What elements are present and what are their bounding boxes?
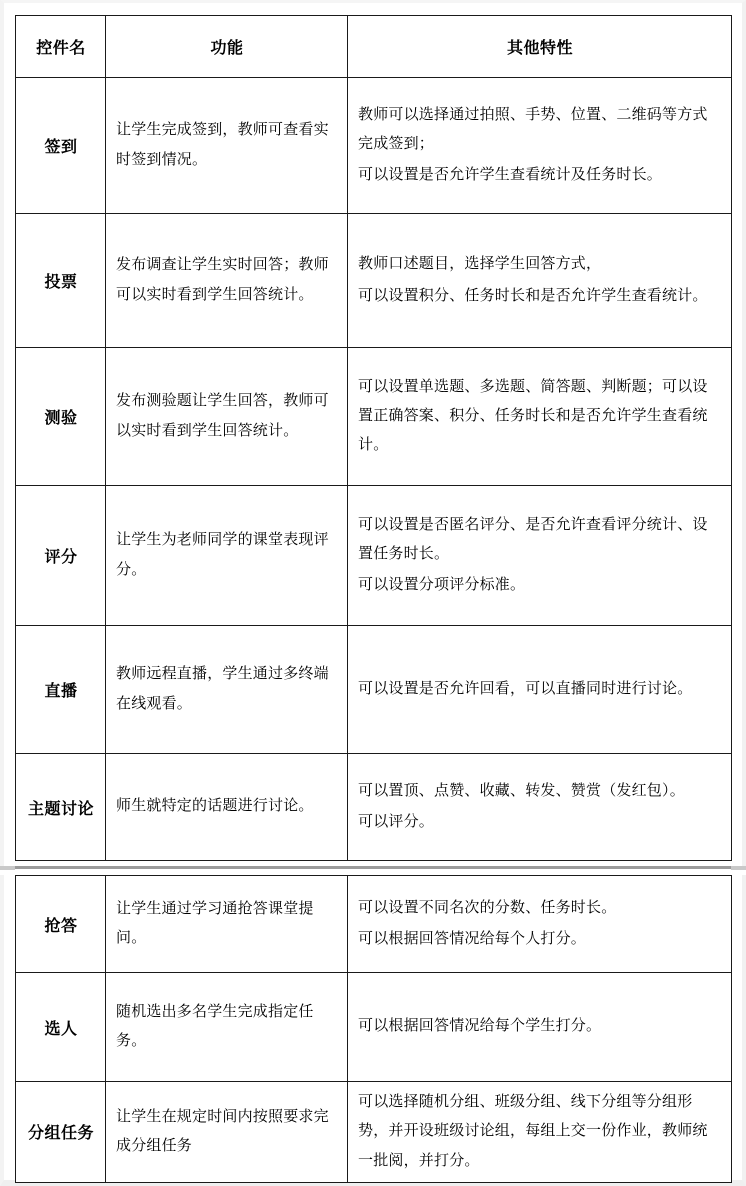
feature-line: 可以选择随机分组、班级分组、线下分组等分组形势，并开设班级讨论组，每组上交一份作业，教师统一批阅，并打分。: [358, 1094, 708, 1169]
table-row: [16, 1082, 732, 1183]
column-header-control-name: 控件名: [16, 16, 106, 78]
cell-function: [106, 1082, 348, 1183]
feature-line: 可以设置不同名次的分数、任务时长。: [358, 899, 617, 916]
cell-control-name: 投票: [16, 214, 106, 348]
table-row: [16, 754, 732, 861]
cell-other-features: [348, 78, 732, 214]
cell-control-name: 选人: [16, 973, 106, 1082]
table-header-row: [16, 16, 732, 78]
table-row: [16, 78, 732, 214]
feature-line: 可以设置积分、任务时长和是否允许学生查看统计。: [358, 287, 708, 304]
control-feature-table-part2: [15, 875, 732, 1183]
function-line: 让学生在规定时间内按照要求完成分组任务: [116, 1108, 329, 1154]
cell-control-name: 抢答: [16, 876, 106, 973]
table-body-part2: [16, 876, 732, 1183]
cell-function: [106, 78, 348, 214]
function-line: 让学生为老师同学的课堂表现评分。: [116, 532, 329, 578]
table-row: [16, 626, 732, 754]
column-header-function: 功能: [106, 16, 348, 78]
function-line: 发布测验题让学生回答，教师可以实时看到学生回答统计。: [116, 393, 329, 439]
cell-other-features: [348, 973, 732, 1082]
feature-line: 可以设置分项评分标准。: [358, 577, 526, 594]
cell-function: [106, 348, 348, 486]
table-header: [16, 16, 732, 78]
feature-line: 可以根据回答情况给每个人打分。: [358, 931, 587, 947]
feature-line: 教师口述题目，选择学生回答方式，: [358, 256, 602, 273]
feature-line: 可以根据回答情况给每个学生打分。: [358, 1018, 602, 1035]
cell-other-features: [348, 876, 732, 973]
cell-other-features: [348, 1082, 732, 1183]
cell-control-name: 分组任务: [16, 1082, 106, 1183]
page-break-tick-left: [0, 866, 15, 870]
table-fragment-top: [15, 15, 731, 861]
table-row: [16, 486, 732, 626]
cell-other-features: [348, 214, 732, 348]
cell-control-name: 评分: [16, 486, 106, 626]
function-line: 让学生完成签到，教师可查看实时签到情况。: [116, 122, 329, 168]
feature-line: 可以设置是否匿名评分、是否允许查看评分统计、设置任务时长。: [358, 516, 708, 562]
cell-other-features: [348, 348, 732, 486]
cell-function: [106, 486, 348, 626]
cell-function: [106, 876, 348, 973]
cell-other-features: [348, 626, 732, 754]
feature-line: 可以设置是否允许回看，可以直播同时进行讨论。: [358, 680, 693, 697]
cell-function: [106, 626, 348, 754]
table-fragment-bottom: [15, 875, 731, 1183]
cell-function: [106, 973, 348, 1082]
control-feature-table-part1: [15, 15, 732, 861]
table-row: [16, 973, 732, 1082]
cell-function: [106, 754, 348, 861]
cell-function: [106, 214, 348, 348]
feature-line: 可以评分。: [358, 814, 435, 830]
cell-other-features: [348, 754, 732, 861]
page-break-tick-right: [731, 866, 746, 870]
table-body-part1: [16, 78, 732, 861]
function-line: 教师远程直播，学生通过多终端在线观看。: [116, 666, 329, 712]
cell-control-name: 主题讨论: [16, 754, 106, 861]
cell-control-name: 签到: [16, 78, 106, 214]
table-row: [16, 876, 732, 973]
function-line: 发布调查让学生实时回答；教师可以实时看到学生回答统计。: [116, 257, 329, 303]
function-line: 随机选出多名学生完成指定任务。: [116, 1003, 314, 1049]
cell-control-name: 直播: [16, 626, 106, 754]
cell-control-name: 测验: [16, 348, 106, 486]
cell-other-features: [348, 486, 732, 626]
feature-line: 可以设置单选题、多选题、简答题、判断题；可以设置正确答案、积分、任务时长和是否允许学生查看统计。: [358, 378, 708, 454]
table-row: [16, 348, 732, 486]
column-header-other-features: 其他特性: [348, 16, 732, 78]
feature-line: 可以置顶、点赞、收藏、转发、赞赏（发红包）。: [358, 782, 685, 799]
feature-line: 可以设置是否允许学生查看统计及任务时长。: [358, 167, 663, 184]
feature-line: 教师可以选择通过拍照、手势、位置、二维码等方式完成签到；: [358, 106, 708, 152]
table-row: [16, 214, 732, 348]
function-line: 师生就特定的话题进行讨论。: [116, 798, 314, 815]
function-line: 让学生通过学习通抢答课堂提问。: [116, 900, 314, 946]
